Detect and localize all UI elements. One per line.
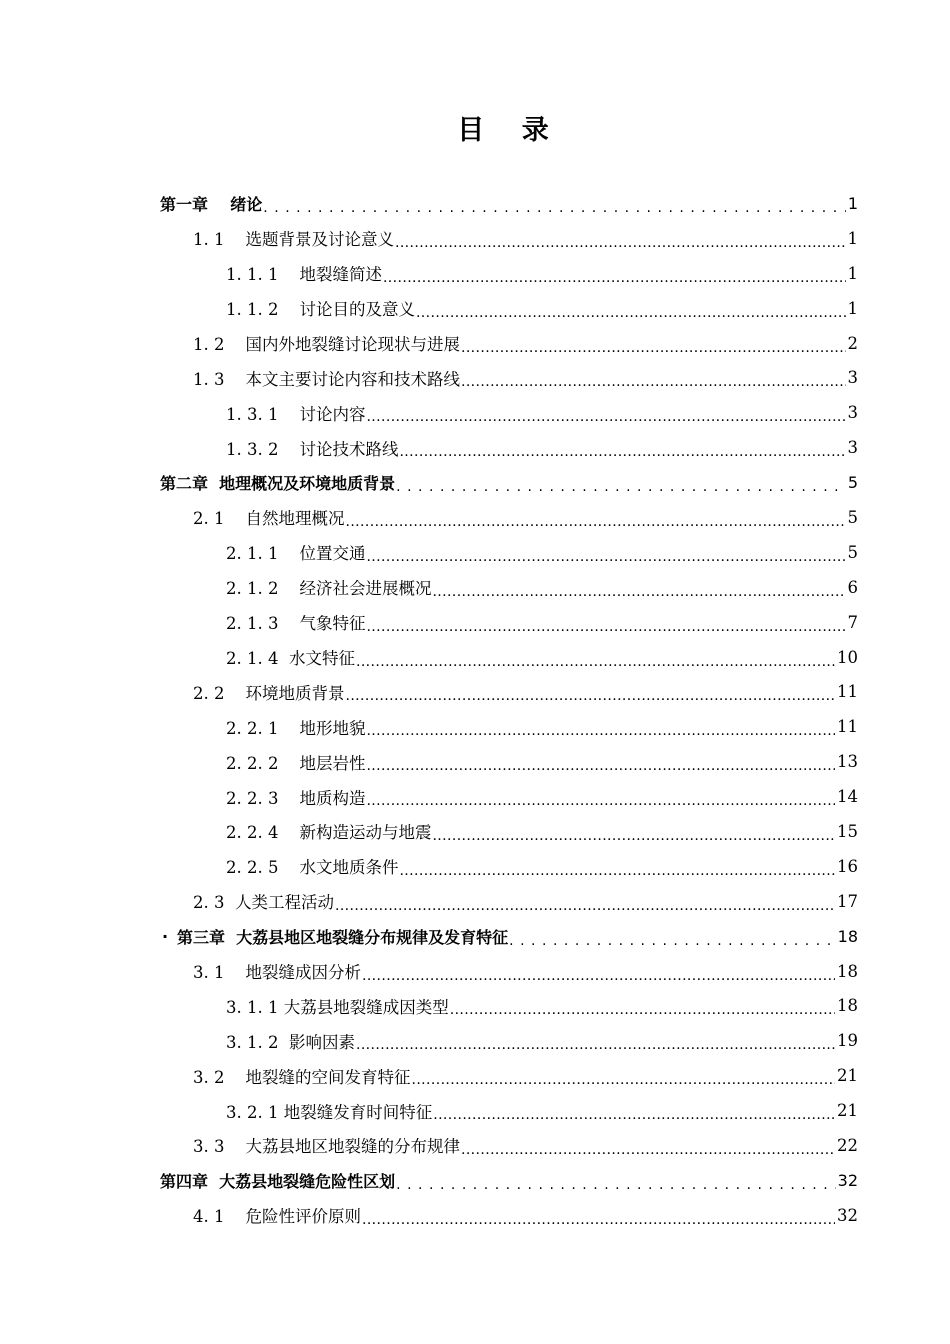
toc-entry-label: 第二章 地理概况及环境地质背景 — [160, 474, 396, 494]
toc-entry-label: 3. 1 地裂缝成因分析 — [193, 963, 361, 983]
toc-page-number: 21 — [837, 1101, 858, 1121]
toc-page-number: 18 — [837, 926, 858, 946]
toc-dot-leader — [432, 581, 845, 600]
toc-page-number: 32 — [837, 1205, 858, 1225]
toc-list — [0, 186, 950, 1233]
toc-dot-leader — [356, 651, 835, 670]
toc-entry-sub[interactable] — [0, 779, 950, 814]
toc-dot-leader — [450, 999, 835, 1018]
toc-page-number: 15 — [837, 821, 858, 841]
toc-dot-leader — [509, 930, 835, 949]
toc-dot-leader — [399, 860, 835, 879]
toc-page-number: 19 — [837, 1031, 858, 1051]
toc-entry-label: 2. 1. 3 气象特征 — [226, 614, 366, 634]
toc-entry-label: 3. 1. 1 大荔县地裂缝成因类型 — [226, 997, 449, 1017]
toc-dot-leader — [416, 302, 846, 321]
toc-page-number: 10 — [837, 647, 858, 667]
toc-entry-section[interactable] — [0, 954, 950, 989]
toc-entry-sub[interactable] — [0, 1093, 950, 1128]
toc-page-number: 7 — [847, 612, 858, 632]
toc-dot-leader — [395, 232, 846, 251]
toc-entry-sub[interactable] — [0, 814, 950, 849]
toc-entry-section[interactable] — [0, 1128, 950, 1163]
toc-page-number: 21 — [837, 1066, 858, 1086]
toc-dot-leader — [345, 685, 835, 704]
toc-entry-sub[interactable] — [0, 291, 950, 326]
toc-dot-leader — [366, 755, 835, 774]
toc-entry-label: 3. 3 大荔县地区地裂缝的分布规律 — [193, 1137, 460, 1157]
toc-entry-label: 3. 1. 2 影响因素 — [226, 1032, 355, 1052]
toc-entry-section[interactable] — [0, 360, 950, 395]
toc-dot-leader — [432, 825, 835, 844]
toc-page-number: 1 — [847, 228, 858, 248]
toc-page-number: 22 — [837, 1135, 858, 1155]
toc-dot-leader — [366, 406, 845, 425]
toc-entry-label: 2. 1. 1 位置交通 — [226, 544, 366, 564]
toc-dot-leader — [461, 1139, 835, 1158]
toc-page-number: 1 — [847, 263, 858, 283]
toc-bullet: · — [162, 926, 169, 946]
toc-entry-label: 2. 2. 5 水文地质条件 — [226, 858, 399, 878]
toc-dot-leader — [461, 371, 846, 390]
toc-page-number: 3 — [847, 368, 858, 388]
toc-page-number: 6 — [847, 577, 858, 597]
toc-dot-leader — [366, 720, 835, 739]
toc-dot-leader — [356, 1034, 835, 1053]
toc-entry-label: 1. 3 本文主要讨论内容和技术路线 — [193, 369, 460, 389]
toc-entry-label: 2. 2 环境地质背景 — [193, 683, 345, 703]
toc-entry-chapter[interactable] — [0, 465, 950, 500]
toc-page-number: 18 — [837, 996, 858, 1016]
toc-page-number: 18 — [837, 961, 858, 981]
toc-page-number: 16 — [837, 856, 858, 876]
toc-entry-sub[interactable] — [0, 709, 950, 744]
toc-page-number: 3 — [847, 438, 858, 458]
toc-dot-leader — [433, 1104, 835, 1123]
toc-entry-section[interactable] — [0, 884, 950, 919]
toc-page-number: 14 — [837, 787, 858, 807]
toc-entry-label: 2. 1. 4 水文特征 — [226, 649, 355, 669]
toc-entry-label: 2. 2. 4 新构造运动与地震 — [226, 823, 432, 843]
toc-dot-leader — [399, 441, 845, 460]
toc-entry-section[interactable] — [0, 1198, 950, 1233]
toc-page-number: 1 — [847, 193, 858, 213]
toc-entry-label: 1. 1. 2 讨论目的及意义 — [226, 300, 415, 320]
toc-dot-leader — [396, 1174, 835, 1193]
toc-entry-sub[interactable] — [0, 849, 950, 884]
toc-dot-leader — [335, 895, 835, 914]
toc-entry-sub[interactable] — [0, 744, 950, 779]
toc-entry-section[interactable] — [0, 326, 950, 361]
toc-entry-sub[interactable] — [0, 570, 950, 605]
toc-page-number: 17 — [837, 891, 858, 911]
toc-entry-label: 2. 1 自然地理概况 — [193, 509, 345, 529]
toc-entry-label: 第三章 大荔县地区地裂缝分布规律及发育特征 — [177, 927, 509, 947]
toc-dot-leader — [362, 1209, 835, 1228]
toc-entry-label: 3. 2. 1 地裂缝发育时间特征 — [226, 1102, 433, 1122]
toc-dot-leader — [366, 616, 845, 635]
toc-dot-leader — [362, 965, 835, 984]
toc-page-number: 11 — [837, 717, 858, 737]
toc-entry-label: 第一章 绪论 — [160, 194, 263, 214]
toc-entry-label: 2. 2. 3 地质构造 — [226, 788, 366, 808]
toc-page-number: 3 — [847, 403, 858, 423]
toc-entry-section[interactable] — [0, 1058, 950, 1093]
toc-dot-leader — [396, 476, 846, 495]
toc-dot-leader — [345, 511, 845, 530]
toc-entry-label: 2. 2. 2 地层岩性 — [226, 753, 366, 773]
toc-page-number: 13 — [837, 752, 858, 772]
toc-entry-label: 1. 2 国内外地裂缝讨论现状与进展 — [193, 335, 460, 354]
toc-entry-sub[interactable] — [0, 605, 950, 640]
toc-entry-sub[interactable] — [0, 535, 950, 570]
toc-entry-section[interactable] — [0, 221, 950, 256]
toc-entry-label: 1. 1 选题背景及讨论意义 — [193, 230, 394, 250]
toc-entry-label: 1. 1. 1 地裂缝简述 — [226, 265, 382, 285]
toc-entry-label: 第四章 大荔县地裂缝危险性区划 — [160, 1171, 396, 1191]
toc-entry-sub[interactable] — [0, 988, 950, 1023]
toc-dot-leader — [263, 197, 846, 216]
toc-entry-chapter[interactable] — [0, 919, 950, 954]
toc-dot-leader — [383, 267, 846, 286]
toc-entry-chapter[interactable] — [0, 1163, 950, 1198]
toc-page-number: 1 — [847, 298, 858, 318]
toc-title: 目 录 — [457, 115, 563, 146]
toc-page-number: 5 — [847, 542, 858, 562]
toc-page-number: 32 — [837, 1170, 858, 1190]
toc-entry-chapter[interactable] — [0, 186, 950, 221]
toc-dot-leader — [411, 1069, 835, 1088]
toc-dot-leader — [366, 790, 835, 809]
toc-dot-leader — [461, 337, 846, 356]
toc-entry-label: 4. 1 危险性评价原则 — [193, 1207, 361, 1227]
toc-entry-sub[interactable] — [0, 1023, 950, 1058]
toc-entry-label: 2. 1. 2 经济社会进展概况 — [226, 579, 432, 599]
toc-entry-section[interactable] — [0, 500, 950, 535]
toc-entry-sub[interactable] — [0, 640, 950, 675]
toc-entry-sub[interactable] — [0, 430, 950, 465]
toc-entry-label: 2. 3 人类工程活动 — [193, 893, 334, 913]
toc-page-number: 5 — [847, 473, 858, 493]
toc-entry-label: 3. 2 地裂缝的空间发育特征 — [193, 1067, 411, 1087]
toc-entry-sub[interactable] — [0, 256, 950, 291]
toc-entry-label: 2. 2. 1 地形地貌 — [226, 718, 366, 738]
toc-page-number: 11 — [837, 682, 858, 702]
toc-dot-leader — [366, 546, 845, 565]
toc-page-number: 2 — [847, 333, 858, 353]
toc-entry-label: 1. 3. 2 讨论技术路线 — [226, 439, 399, 459]
toc-entry-label: 1. 3. 1 讨论内容 — [226, 404, 366, 424]
toc-entry-section[interactable] — [0, 674, 950, 709]
toc-entry-sub[interactable] — [0, 395, 950, 430]
toc-page-number: 5 — [847, 507, 858, 527]
